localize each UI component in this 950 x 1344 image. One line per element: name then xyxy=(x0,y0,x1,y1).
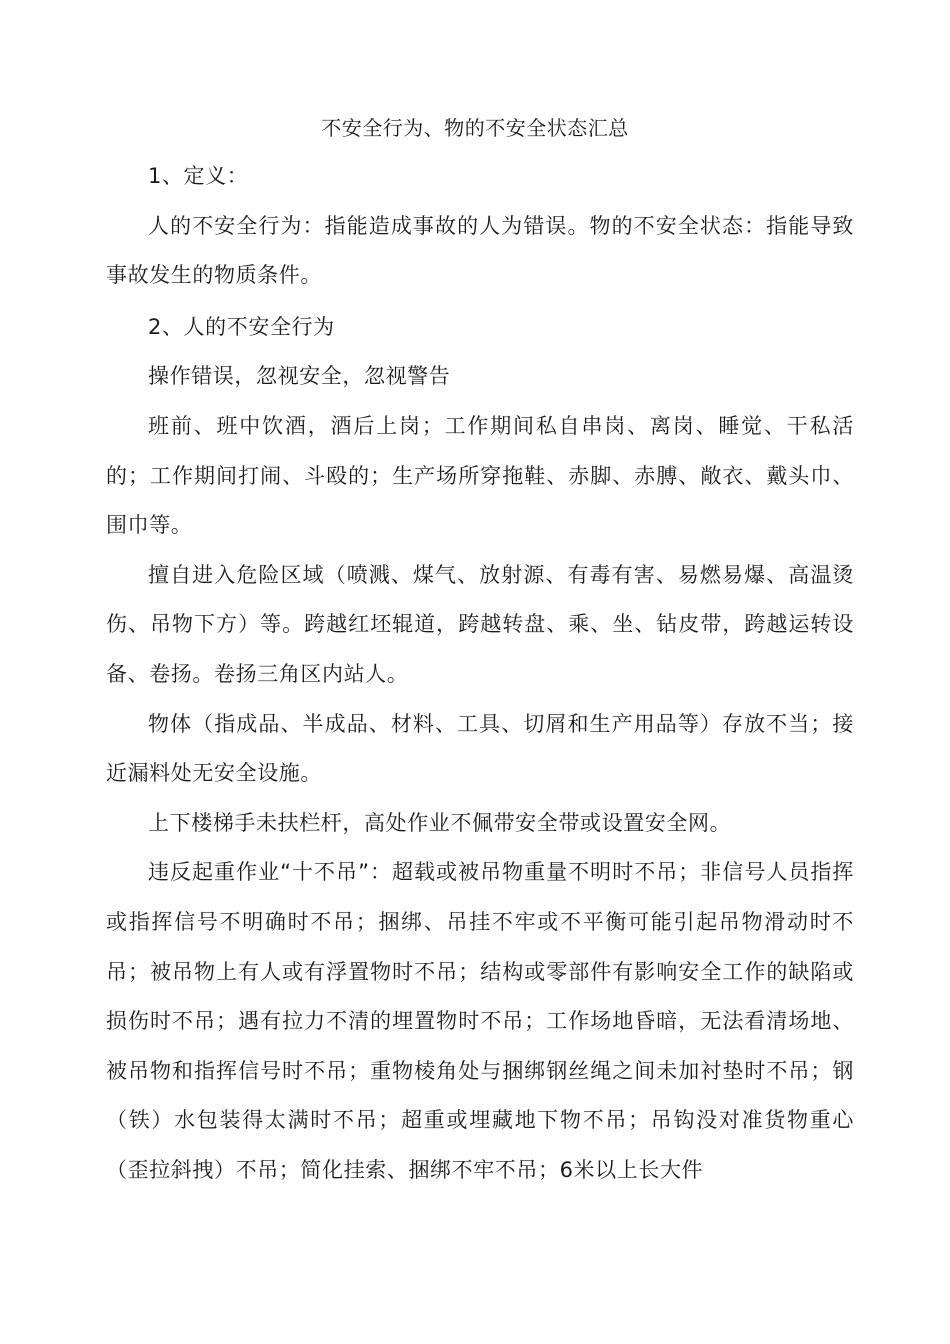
paragraph-lifting-rules: 违反起重作业“十不吊”：超载或被吊物重量不明时不吊；非信号人员指挥或指挥信号不明确时不吊；捆绑、吊挂不牢或不平衡可能引起吊物滑动时不吊；被吊物上有人或有浮置物时不吊；结构或零部件有影响安全工作的缺陷或损伤时不吊；遇有拉力不清的埋置物时不吊；工作场地昏暗，无法看清场地、被吊物和指挥信号时不吊；重物棱角处与捆绑钢丝绳之间未加衬垫时不吊；钢（铁）水包装得太满时不吊；超重或埋藏地下物不吊；吊钩没对准货物重心（歪拉斜拽）不吊；简化挂索、捆绑不牢不吊；6米以上长大件 xyxy=(106,860,854,1182)
paragraph-danger-zones: 擅自进入危险区域（喷溅、煤气、放射源、有毒有害、易燃易爆、高温烫伤、吊物下方）等。跨越红坯辊道，跨越转盘、乘、坐、钻皮带，跨越运转设备、卷扬。卷扬三角区内站人。 xyxy=(106,562,854,686)
document-title: 不安全行为、物的不安全状态汇总 xyxy=(321,116,629,140)
section-heading-definition: 1、定义： xyxy=(148,164,249,188)
paragraph-stairs-and-heights: 上下楼梯手未扶栏杆，高处作业不佩带安全带或设置安全网。 xyxy=(148,810,732,835)
paragraph-improper-storage: 物体（指成品、半成品、材料、工具、切屑和生产用品等）存放不当；接近漏料处无安全设施。 xyxy=(106,711,854,786)
document-body xyxy=(106,152,854,1195)
paragraph-operation-errors: 操作错误，忽视安全，忽视警告 xyxy=(148,364,451,389)
paragraph-drinking-and-conduct: 班前、班中饮酒，酒后上岗；工作期间私自串岗、离岗、睡觉、干私活的；工作期间打闹、斗殴的；生产场所穿拖鞋、赤脚、赤膊、敞衣、戴头巾、围巾等。 xyxy=(106,413,854,538)
section-heading-unsafe-behavior: 2、人的不安全行为 xyxy=(148,314,335,339)
paragraph-definition: 人的不安全行为：指能造成事故的人为错误。物的不安全状态：指能导致事故发生的物质条件。 xyxy=(106,213,854,288)
